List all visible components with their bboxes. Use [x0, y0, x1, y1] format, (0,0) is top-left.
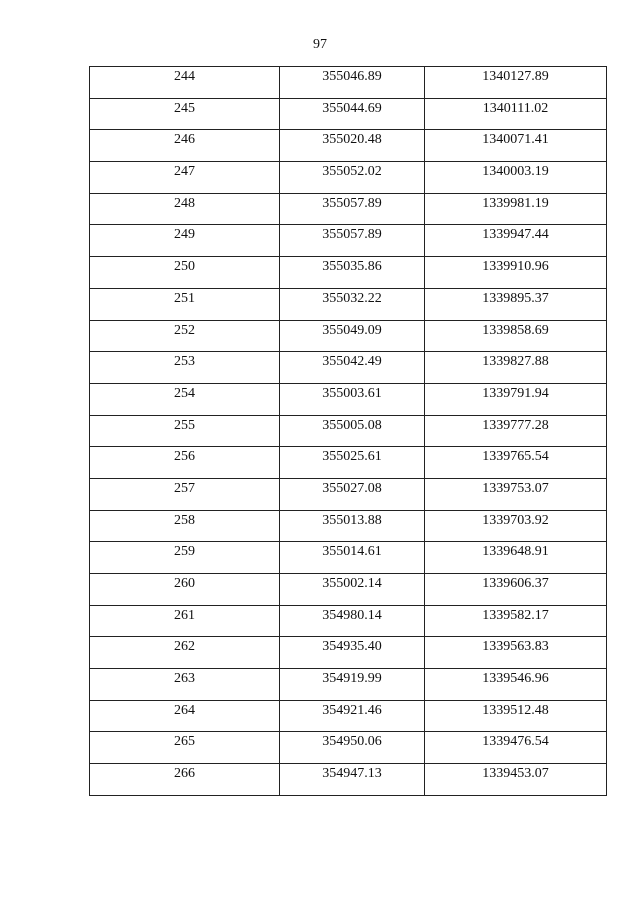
cell-text: 355005.08 — [322, 417, 382, 433]
point-number-cell — [90, 225, 280, 257]
point-number-cell — [90, 510, 280, 542]
point-number-cell — [90, 415, 280, 447]
point-number-cell — [90, 130, 280, 162]
page-number: 97 — [313, 37, 327, 52]
point-number-cell — [90, 67, 280, 99]
cell-text: 355057.89 — [322, 195, 382, 211]
cell-text: 355035.86 — [322, 259, 382, 275]
point-number-cell — [90, 98, 280, 130]
cell-text: 1340003.19 — [482, 164, 549, 180]
cell-text: 254 — [174, 385, 195, 401]
cell-text: 244 — [174, 69, 195, 84]
table-row — [90, 352, 607, 384]
x-coordinate-cell — [280, 764, 425, 796]
point-number-cell — [90, 700, 280, 732]
table-row — [90, 510, 607, 542]
cell-text: 245 — [174, 100, 195, 116]
cell-text: 248 — [174, 195, 195, 211]
cell-text: 355014.61 — [322, 544, 382, 560]
cell-text: 262 — [174, 639, 195, 655]
x-coordinate-cell — [280, 383, 425, 415]
x-coordinate-cell — [280, 478, 425, 510]
cell-text: 1339703.92 — [482, 512, 549, 528]
point-number-cell — [90, 257, 280, 289]
point-number-cell — [90, 447, 280, 479]
cell-text: 355032.22 — [322, 290, 382, 306]
cell-text: 1339512.48 — [482, 702, 549, 718]
cell-text: 1339858.69 — [482, 322, 549, 338]
point-number-cell — [90, 288, 280, 320]
cell-text: 355027.08 — [322, 480, 382, 496]
cell-text: 355003.61 — [322, 385, 382, 401]
table-row — [90, 320, 607, 352]
table-row — [90, 130, 607, 162]
x-coordinate-cell — [280, 542, 425, 574]
y-coordinate-cell — [425, 130, 607, 162]
cell-text: 355020.48 — [322, 132, 382, 148]
x-coordinate-cell — [280, 288, 425, 320]
cell-text: 1339546.96 — [482, 671, 549, 687]
cell-text: 1339827.88 — [482, 354, 549, 370]
x-coordinate-cell — [280, 257, 425, 289]
cell-text: 251 — [174, 290, 195, 306]
cell-text: 1339777.28 — [482, 417, 549, 433]
point-number-cell — [90, 162, 280, 194]
table-row — [90, 415, 607, 447]
y-coordinate-cell — [425, 193, 607, 225]
cell-text: 355052.02 — [322, 164, 382, 180]
x-coordinate-cell — [280, 130, 425, 162]
table-row — [90, 700, 607, 732]
point-number-cell — [90, 352, 280, 384]
cell-text: 252 — [174, 322, 195, 338]
cell-text: 354947.13 — [322, 766, 382, 782]
y-coordinate-cell — [425, 288, 607, 320]
x-coordinate-cell — [280, 669, 425, 701]
cell-text: 258 — [174, 512, 195, 528]
table-row — [90, 669, 607, 701]
point-number-cell — [90, 542, 280, 574]
table-row — [90, 542, 607, 574]
table-row — [90, 447, 607, 479]
x-coordinate-cell — [280, 574, 425, 606]
table-row — [90, 257, 607, 289]
y-coordinate-cell — [425, 637, 607, 669]
cell-text: 355013.88 — [322, 512, 382, 528]
point-number-cell — [90, 383, 280, 415]
x-coordinate-cell — [280, 225, 425, 257]
cell-text: 1339476.54 — [482, 734, 549, 750]
point-number-cell — [90, 193, 280, 225]
x-coordinate-cell — [280, 605, 425, 637]
cell-text: 355049.09 — [322, 322, 382, 338]
point-number-cell — [90, 669, 280, 701]
cell-text: 354935.40 — [322, 639, 382, 655]
x-coordinate-cell — [280, 732, 425, 764]
table-row — [90, 67, 607, 99]
cell-text: 355046.89 — [322, 69, 382, 84]
table-row — [90, 225, 607, 257]
cell-text: 355044.69 — [322, 100, 382, 116]
y-coordinate-cell — [425, 605, 607, 637]
x-coordinate-cell — [280, 98, 425, 130]
cell-text: 354980.14 — [322, 607, 382, 623]
y-coordinate-cell — [425, 320, 607, 352]
x-coordinate-cell — [280, 67, 425, 99]
x-coordinate-cell — [280, 510, 425, 542]
cell-text: 256 — [174, 449, 195, 465]
cell-text: 1339947.44 — [482, 227, 549, 243]
cell-text: 355057.89 — [322, 227, 382, 243]
y-coordinate-cell — [425, 574, 607, 606]
cell-text: 249 — [174, 227, 195, 243]
cell-text: 264 — [174, 702, 195, 718]
point-number-cell — [90, 732, 280, 764]
x-coordinate-cell — [280, 352, 425, 384]
cell-text: 1339791.94 — [482, 385, 549, 401]
x-coordinate-cell — [280, 162, 425, 194]
y-coordinate-cell — [425, 98, 607, 130]
x-coordinate-cell — [280, 700, 425, 732]
point-number-cell — [90, 574, 280, 606]
cell-text: 1339453.07 — [482, 766, 549, 782]
cell-text: 255 — [174, 417, 195, 433]
x-coordinate-cell — [280, 637, 425, 669]
cell-text: 1339981.19 — [482, 195, 549, 211]
cell-text: 354921.46 — [322, 702, 382, 718]
y-coordinate-cell — [425, 162, 607, 194]
cell-text: 259 — [174, 544, 195, 560]
y-coordinate-cell — [425, 510, 607, 542]
y-coordinate-cell — [425, 478, 607, 510]
point-number-cell — [90, 605, 280, 637]
table-row — [90, 288, 607, 320]
cell-text: 1340071.41 — [482, 132, 549, 148]
y-coordinate-cell — [425, 669, 607, 701]
y-coordinate-cell — [425, 447, 607, 479]
cell-text: 354950.06 — [322, 734, 382, 750]
cell-text: 250 — [174, 259, 195, 275]
cell-text: 1339582.17 — [482, 607, 549, 623]
point-number-cell — [90, 637, 280, 669]
y-coordinate-cell — [425, 352, 607, 384]
cell-text: 257 — [174, 480, 195, 496]
coordinates-table-body — [90, 67, 607, 796]
y-coordinate-cell — [425, 542, 607, 574]
x-coordinate-cell — [280, 193, 425, 225]
cell-text: 246 — [174, 132, 195, 148]
table-row — [90, 605, 607, 637]
x-coordinate-cell — [280, 320, 425, 352]
table-row — [90, 383, 607, 415]
table-row — [90, 637, 607, 669]
y-coordinate-cell — [425, 257, 607, 289]
y-coordinate-cell — [425, 700, 607, 732]
y-coordinate-cell — [425, 764, 607, 796]
point-number-cell — [90, 478, 280, 510]
point-number-cell — [90, 320, 280, 352]
table-row — [90, 732, 607, 764]
cell-text: 355042.49 — [322, 354, 382, 370]
y-coordinate-cell — [425, 383, 607, 415]
y-coordinate-cell — [425, 225, 607, 257]
cell-text: 1339910.96 — [482, 259, 549, 275]
cell-text: 261 — [174, 607, 195, 623]
cell-text: 266 — [174, 766, 195, 782]
table-row — [90, 764, 607, 796]
cell-text: 247 — [174, 164, 195, 180]
x-coordinate-cell — [280, 447, 425, 479]
y-coordinate-cell — [425, 415, 607, 447]
x-coordinate-cell — [280, 415, 425, 447]
table-row — [90, 98, 607, 130]
cell-text: 354919.99 — [322, 671, 382, 687]
cell-text: 1339606.37 — [482, 576, 549, 591]
cell-text: 1339648.91 — [482, 544, 549, 560]
cell-text: 253 — [174, 354, 195, 370]
cell-text: 1339563.83 — [482, 639, 549, 655]
cell-text: 1340127.89 — [482, 69, 549, 84]
table-row — [90, 478, 607, 510]
cell-text: 1339765.54 — [482, 449, 549, 465]
cell-text: 1340111.02 — [482, 100, 549, 116]
y-coordinate-cell — [425, 67, 607, 99]
coordinates-table — [89, 66, 607, 796]
cell-text: 1339895.37 — [482, 290, 549, 306]
cell-text: 260 — [174, 576, 195, 591]
cell-text: 355025.61 — [322, 449, 382, 465]
y-coordinate-cell — [425, 732, 607, 764]
cell-text: 265 — [174, 734, 195, 750]
cell-text: 1339753.07 — [482, 480, 549, 496]
table-row — [90, 193, 607, 225]
table-row — [90, 574, 607, 606]
cell-text: 355002.14 — [322, 576, 382, 591]
cell-text: 263 — [174, 671, 195, 687]
point-number-cell — [90, 764, 280, 796]
table-row — [90, 162, 607, 194]
